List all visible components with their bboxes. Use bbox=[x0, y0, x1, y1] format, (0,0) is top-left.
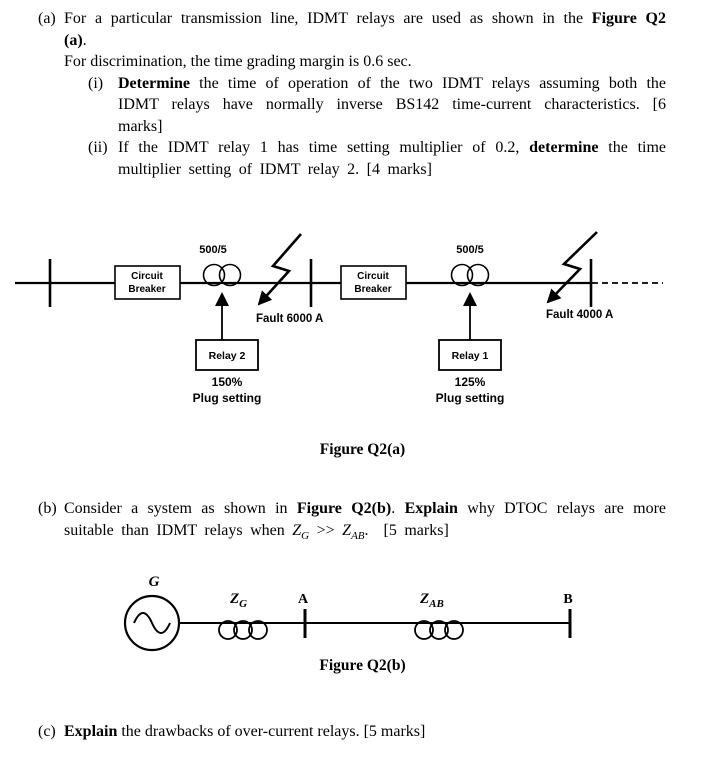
part-i-determine-bold: Determine bbox=[118, 74, 190, 92]
zg-base: Z bbox=[230, 591, 240, 607]
part-i-text bbox=[118, 73, 666, 138]
question-b bbox=[38, 498, 666, 547]
question-b-label: (b) bbox=[38, 500, 57, 517]
circuit-breaker-1-label-line1: Circuit bbox=[131, 271, 163, 282]
question-b-text-4: . [5 marks] bbox=[364, 521, 449, 539]
figure-q2a-diagram bbox=[0, 222, 725, 427]
part-i-label: (i) bbox=[88, 74, 104, 92]
generator-sine-wave bbox=[134, 613, 170, 633]
zg-sub: G bbox=[239, 598, 248, 610]
circuit-breaker-2-label-line2: Breaker bbox=[354, 284, 392, 295]
part-ii-label: (ii) bbox=[88, 139, 108, 156]
zab-symbol: Z bbox=[342, 521, 352, 539]
relay-2-plug-setting-percent: 150% bbox=[211, 375, 243, 389]
fault-1-label: Fault 6000 A bbox=[256, 313, 324, 325]
zg-subscript: G bbox=[301, 529, 310, 542]
impedance-zg-label bbox=[229, 591, 247, 610]
question-c-label: (c) bbox=[38, 723, 56, 740]
circuit-breaker-2-label-line1: Circuit bbox=[357, 271, 389, 282]
circuit-breaker-1-label-line2: Breaker bbox=[128, 284, 166, 295]
zab-base: Z bbox=[420, 591, 430, 607]
figure-q2b-diagram bbox=[0, 570, 725, 665]
question-c-text bbox=[64, 721, 666, 743]
question-c-row bbox=[38, 721, 666, 743]
relay-1-plug-setting-percent: 125% bbox=[454, 375, 486, 389]
question-b-text-1: Consider a system as shown in bbox=[64, 500, 297, 517]
ct-1-ratio-label: 500/5 bbox=[199, 244, 227, 256]
relay-1-plug-setting-text: Plug setting bbox=[435, 391, 505, 405]
question-a bbox=[38, 8, 666, 180]
much-greater-than: >> bbox=[309, 521, 343, 539]
relay-2-label: Relay 2 bbox=[208, 350, 246, 362]
question-a-grading-margin-line: For discrimination, the time grading margin is 0.6 sec. bbox=[64, 53, 412, 70]
question-a-intro bbox=[64, 8, 666, 51]
question-c bbox=[38, 721, 666, 743]
question-a-intro-period: . bbox=[82, 31, 87, 49]
question-c-body-text: the drawbacks of over-current relays. [5 marks] bbox=[117, 723, 426, 740]
part-ii-determine-bold: determine bbox=[529, 139, 599, 156]
question-b-text-3: why DTOC relays are more suitable than IDMT relays when bbox=[64, 500, 667, 539]
question-b-row bbox=[38, 498, 666, 547]
question-b-explain-bold: Explain bbox=[404, 500, 458, 517]
question-a-body bbox=[64, 8, 666, 180]
fault-2-lightning-arrow bbox=[548, 232, 597, 302]
question-a-part-i bbox=[64, 73, 666, 138]
fault-1-lightning-arrow bbox=[259, 234, 301, 304]
part-ii-body-text-1: If the IDMT relay 1 has time setting multiplier of 0.2, bbox=[118, 139, 530, 156]
relay-2-plug-setting-text: Plug setting bbox=[192, 391, 262, 405]
question-a-intro-text: For a particular transmission line, IDMT relays are used as shown in the bbox=[64, 10, 592, 27]
generator-label: G bbox=[148, 574, 160, 590]
fault-2-label: Fault 4000 A bbox=[546, 309, 614, 321]
part-ii-text bbox=[118, 137, 666, 180]
question-c-explain-bold: Explain bbox=[64, 723, 118, 740]
zg-symbol: Z bbox=[292, 521, 302, 539]
question-a-part-ii bbox=[64, 137, 666, 180]
part-i-body-text: the time of operation of the two IDMT relays assuming both the IDMT relays have normally inverse BS142 time-current characteristics. [6 marks] bbox=[118, 74, 666, 135]
question-b-text-2: . bbox=[391, 500, 405, 517]
figure-q2a-reference: Figure Q2 (a) bbox=[64, 10, 667, 49]
relay-1-label: Relay 1 bbox=[451, 350, 489, 362]
zab-subscript: AB bbox=[351, 529, 365, 542]
bus-b-label: B bbox=[563, 592, 573, 607]
question-a-row bbox=[38, 8, 666, 180]
bus-a-label: A bbox=[297, 592, 309, 607]
ct-2-ratio-label: 500/5 bbox=[456, 244, 484, 256]
figure-q2b-reference: Figure Q2(b) bbox=[296, 500, 392, 517]
figure-q2b-caption: Figure Q2(b) bbox=[319, 657, 406, 674]
question-a-label: (a) bbox=[38, 10, 56, 27]
figure-q2a-caption: Figure Q2(a) bbox=[319, 441, 406, 458]
impedance-zab-label bbox=[419, 591, 444, 610]
zab-sub: AB bbox=[429, 598, 444, 610]
part-ii-body-text-2: the time multiplier setting of IDMT relay 2. [4 marks] bbox=[118, 139, 667, 178]
question-b-text bbox=[64, 498, 666, 547]
